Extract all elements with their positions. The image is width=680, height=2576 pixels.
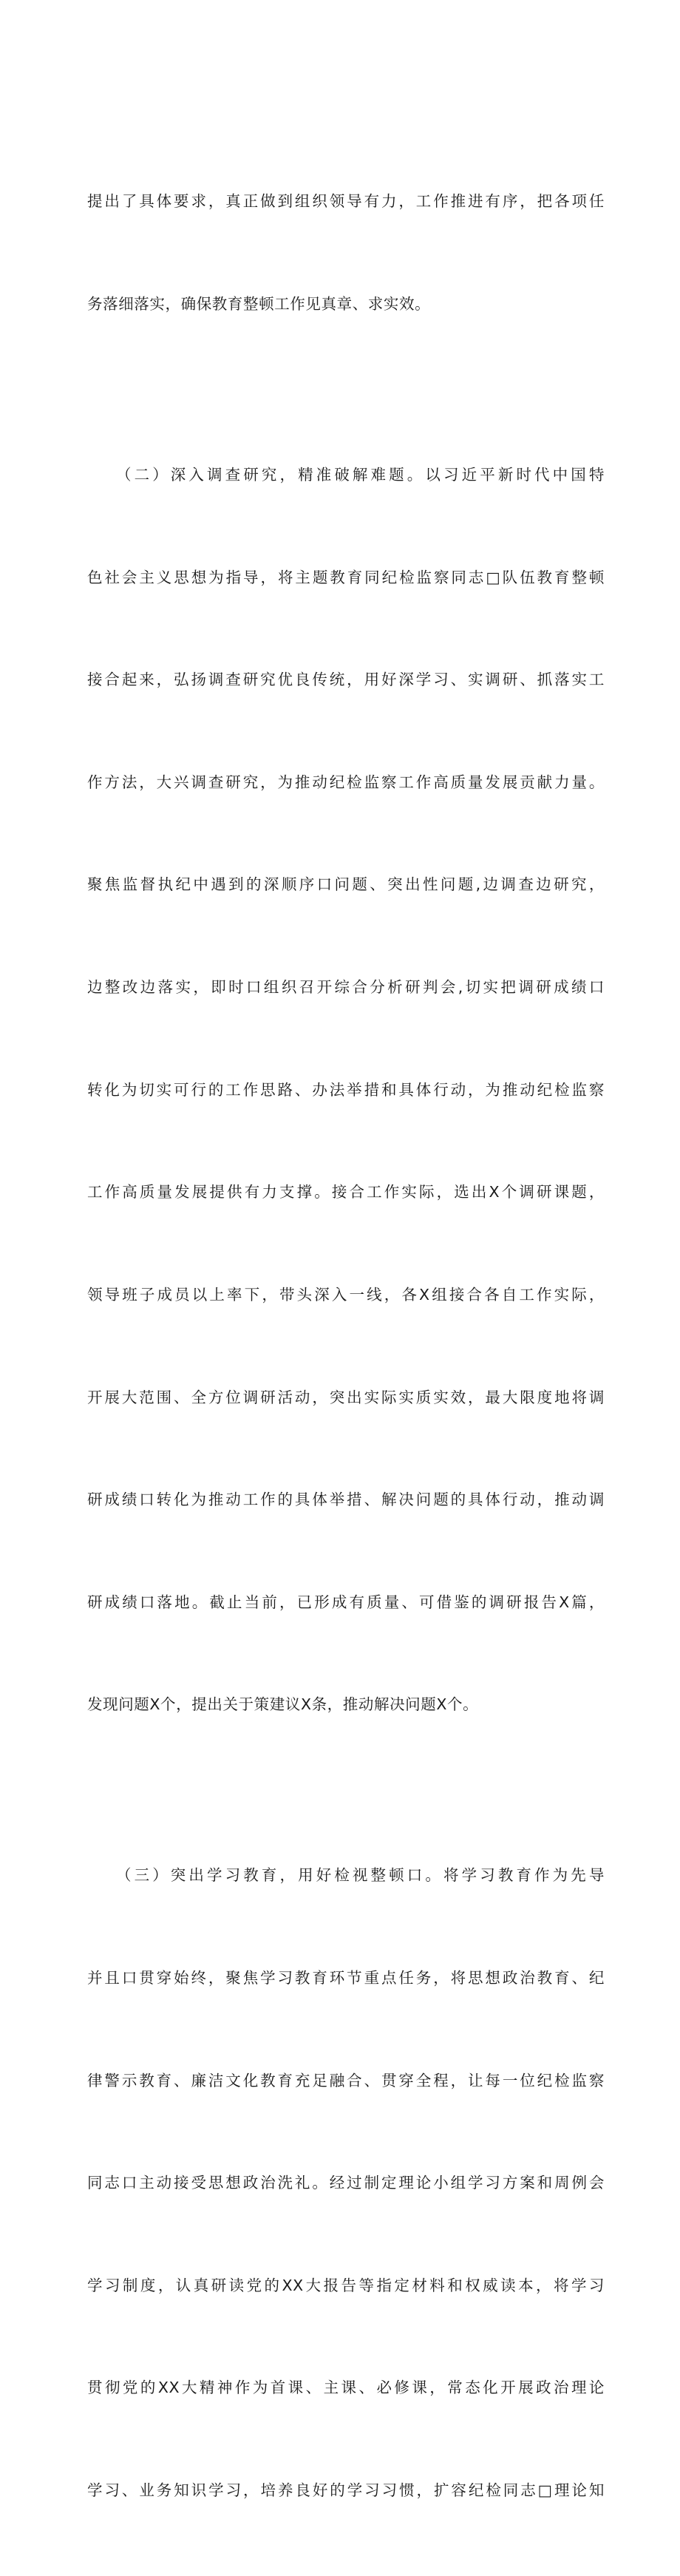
text-line: 同志口主动接受思想政治洗礼。经过制定理论小组学习方案和周例会 (87, 2174, 605, 2192)
text-line: 务落细落实，确保教育整顿工作见真章、求实效。 (87, 295, 431, 313)
paragraph-section-three (87, 1790, 605, 2576)
text-line: （三）突出学习教育，用好检视整顿口。将学习教育作为先导 (87, 1866, 605, 1885)
text-line: 学习制度，认真研读党的XX大报告等指定材料和权威读本，将学习 (87, 2276, 605, 2294)
text-line: 律警示教育、廉洁文化教育充足融合、贯穿全程，让每一位纪检监察 (87, 2071, 605, 2089)
text-line: （二）深入调查研究，精准破解难题。以习近平新时代中国特 (87, 466, 605, 484)
document-body (87, 116, 605, 2576)
paragraph-continuation (87, 116, 605, 390)
text-line: 学习、业务知识学习，培养良好的学习习惯，扩容纪检同志□理论知 (87, 2481, 605, 2500)
text-line: 贯彻党的XX大精神作为首课、主课、必修课，常态化开展政治理论 (87, 2379, 605, 2397)
text-line: 接合起来，弘扬调查研究优良传统，用好深学习、实调研、抓落实工 (87, 671, 605, 689)
text-line: 提出了具体要求，真正做到组织领导有力，工作推进有序，把各项任 (87, 192, 605, 211)
paragraph-section-two (87, 390, 605, 1790)
text-line: 开展大范围、全方位调研活动，突出实际实质实效，最大限度地将调 (87, 1388, 605, 1406)
text-line: 并且口贯穿始终，聚焦学习教育环节重点任务，将思想政治教育、纪 (87, 1968, 605, 1987)
text-line: 工作高质量发展提供有力支撑。接合工作实际，选出X个调研课题， (87, 1183, 605, 1201)
text-line: 研成绩口转化为推动工作的具体举措、解决问题的具体行动，推动调 (87, 1491, 605, 1509)
text-line: 发现问题X个，提出关于策建议X条，推动解决问题X个。 (87, 1695, 479, 1714)
text-line: 研成绩口落地。截止当前，已形成有质量、可借鉴的调研报告X篇， (87, 1593, 605, 1611)
text-line: 聚焦监督执纪中遇到的深顺序口问题、突出性问题,边调查边研究， (87, 875, 605, 894)
text-line: 转化为切实可行的工作思路、办法举措和具体行动，为推动纪检监察 (87, 1080, 605, 1099)
text-line: 色社会主义思想为指导，将主题教育同纪检监察同志□队伍教育整顿 (87, 568, 605, 586)
text-line: 边整改边落实，即时口组织召开综合分析研判会,切实把调研成绩口 (87, 978, 605, 997)
text-line: 领导班子成员以上率下，带头深入一线，各X组接合各自工作实际， (87, 1285, 605, 1304)
text-line: 作方法，大兴调查研究，为推动纪检监察工作高质量发展贡献力量。 (87, 773, 605, 791)
